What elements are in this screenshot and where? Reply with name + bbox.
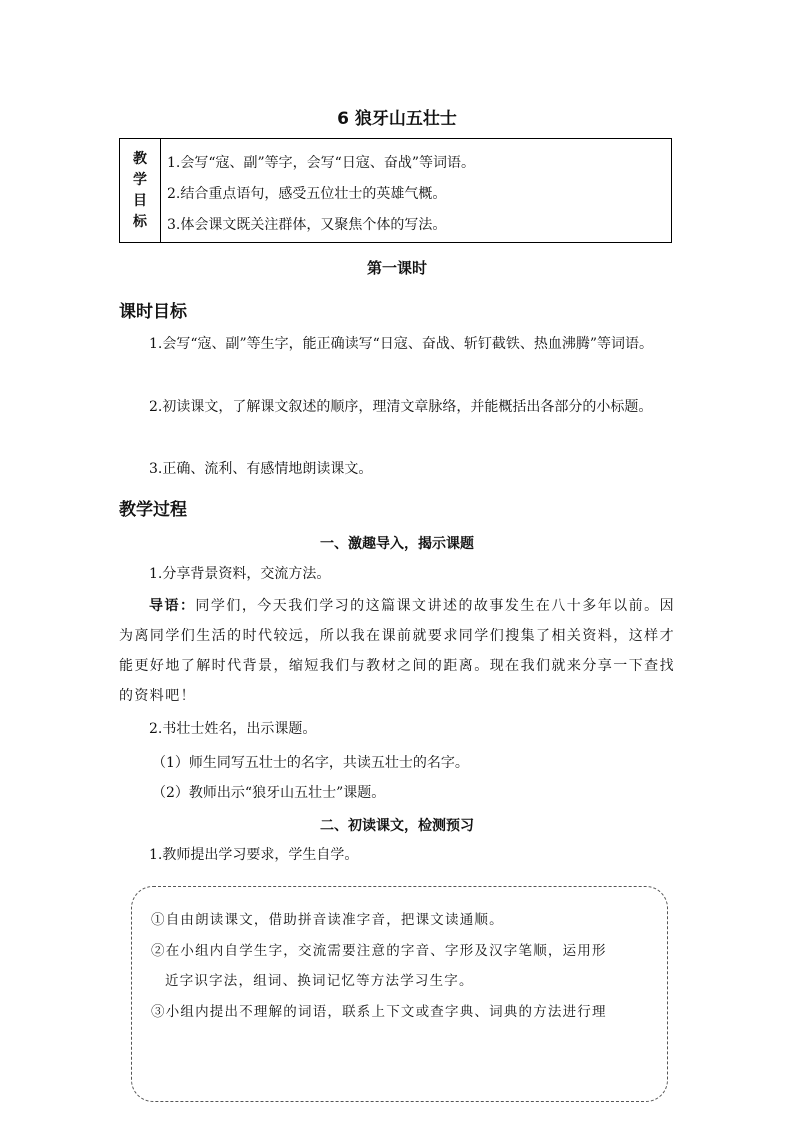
part2-heading: 二、初读课文，检测预习 [320,818,474,834]
goals-label-char: 标 [133,213,147,230]
step-item: 1.教师提出学习要求，学生自学。 [149,847,359,863]
goals-label-char: 学 [133,171,147,188]
objectives-heading: 课时目标 [119,302,187,322]
part1-heading: 一、激趣导入，揭示课题 [320,536,474,552]
objective-item: 2.初读课文，了解课文叙述的顺序，理清文章脉络，并能概括出各部分的小标题。 [149,399,653,415]
task-line: 近字识字法，组词、换词记忆等方法学习生字。 [165,973,474,989]
goal-item: 3.体会课文既关注群体，又聚焦个体的写法。 [167,217,447,233]
step-item: 1.分享背景资料，交流方法。 [149,566,331,582]
lesson-title: 第一课时 [366,259,427,277]
step-item: 2.书壮士姓名，出示课题。 [149,721,317,737]
process-heading: 教学过程 [119,500,187,520]
step-subitem: （1）师生同写五壮士的名字，共读五壮士的名字。 [152,755,469,771]
intro-label: 导语： [149,598,196,614]
page-title: 6 狼牙山五壮士 [337,109,457,129]
goal-item: 2.结合重点语句，感受五位壮士的英雄气概。 [167,186,447,202]
goals-label-char: 教 [133,150,147,167]
task-line: ②在小组内自学生字，交流需要注意的字音、字形及汉字笔顺，运用形 [151,943,607,959]
step-subitem: （2）教师出示“狼牙山五壮士”课题。 [152,785,386,801]
goals-label [120,139,161,242]
goals-label-char: 目 [133,192,147,209]
objective-item: 1.会写“寇、副”等生字，能正确读写“日寇、奋战、斩钉截铁、热血沸腾”等词语。 [149,336,653,352]
objective-item: 3.正确、流利、有感情地朗读课文。 [149,461,373,477]
task-line: ①自由朗读课文，借助拼音读准字音，把课文读通顺。 [151,912,504,928]
goal-item: 1.会写“寇、副”等字，会写“日寇、奋战”等词语。 [167,155,475,171]
task-line: ③小组内提出不理解的词语，联系上下文或查字典、词典的方法进行理 [151,1004,607,1020]
goals-items [161,139,671,242]
intro-paragraph [119,591,675,711]
intro-text: 同学们，今天我们学习的这篇课文讲述的故事发生在八十多年以前。因为离同学们生活的时代较远，所以我在课前就要求同学们搜集了相关资料，这样才能更好地了解时代背景，缩短我们与教材之间的距离。现在我们就来分享一下查找的资料吧！ [119,598,675,704]
teaching-goals-table [119,138,672,243]
